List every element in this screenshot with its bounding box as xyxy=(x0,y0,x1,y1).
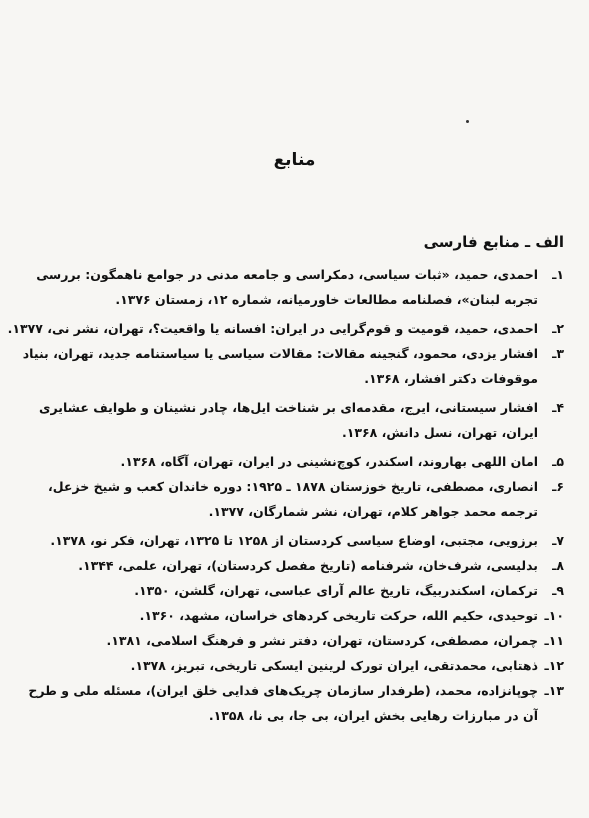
entry-text xyxy=(8,316,538,341)
entry-line: افشار یزدی، محمود، گنجینه مقالات: مقالات سیاسی یا سیاستنامه جدید، تهران، بنیاد xyxy=(22,346,538,361)
entry-text xyxy=(44,528,538,553)
bibliography-entry xyxy=(7,316,564,341)
entry-text xyxy=(36,262,538,312)
bibliography-entry xyxy=(44,578,564,603)
entry-number: ۱۱ـ xyxy=(544,633,564,648)
entry-line: ترجمه محمد جواهر کلام، تهران، نشر شمارگان، ۱۳۷۷. xyxy=(208,504,538,519)
entry-number: ۲ـ xyxy=(552,321,564,336)
entry-text xyxy=(44,628,538,653)
entry-text xyxy=(44,474,538,524)
entry-number: ۶ـ xyxy=(552,479,564,494)
entry-text xyxy=(44,578,538,603)
entry-line: امان اللهی بهاروند، اسکندر، کوچ‌نشینی در ایران، تهران، آگاه، ۱۳۶۸. xyxy=(120,454,538,469)
entry-spacer xyxy=(44,728,564,732)
bibliography-entry xyxy=(28,678,564,728)
entry-line: احمدی، حمید، «ثبات سیاسی، دمکراسی و جامعه مدنی در جوامع ناهمگون: بررسی xyxy=(36,267,538,282)
entry-line: تجربه لبنان»، فصلنامه مطالعات خاورمیانه، شماره ۱۲، زمستان ۱۳۷۶. xyxy=(115,292,538,307)
entry-text xyxy=(44,553,538,578)
entry-line: برزویی، مجتبی، اوضاع سیاسی کردستان از ۱۲۵۸ تا ۱۳۲۵، تهران، فکر نو، ۱۳۷۸. xyxy=(50,533,538,548)
entry-text xyxy=(44,449,538,474)
entry-text xyxy=(44,603,538,628)
entry-line: افشار سیستانی، ایرج، مقدمه‌ای بر شناخت ایل‌ها، چادر نشینان و طوایف عشایری xyxy=(39,400,538,415)
entry-number: ۴ـ xyxy=(552,400,564,415)
bibliography-entry xyxy=(39,395,564,445)
entry-text xyxy=(23,341,538,391)
entry-line: موقوفات دکتر افشار، ۱۳۶۸. xyxy=(364,371,538,386)
bibliography-entry xyxy=(44,628,564,653)
entry-number: ۱ـ xyxy=(552,267,564,282)
entry-line: احمدی، حمید، قومیت و قوم‌گرایی در ایران: افسانه یا واقعیت؟، تهران، نشر نی، ۱۳۷۷. xyxy=(7,321,538,336)
entry-number: ۸ـ xyxy=(552,558,564,573)
entry-text xyxy=(28,678,538,728)
entry-line: چمران، مصطفی، کردستان، تهران، دفتر نشر و فرهنگ اسلامی، ۱۳۸۱. xyxy=(106,633,538,648)
bibliography-list xyxy=(7,262,564,732)
entry-number: ۳ـ xyxy=(552,346,564,361)
bibliography-entry xyxy=(44,653,564,678)
entry-line: آن در مبارزات رهایی بخش ایران، بی جا، بی نا، ۱۳۵۸. xyxy=(208,708,538,723)
page-heading: منابع xyxy=(273,150,316,170)
entry-line: ایران، تهران، نسل دانش، ۱۳۶۸. xyxy=(342,425,538,440)
entry-text xyxy=(44,653,538,678)
bibliography-entry xyxy=(44,449,564,474)
entry-number: ۵ـ xyxy=(552,454,564,469)
section-title: الف ـ منابع فارسی xyxy=(423,233,564,251)
entry-line: چوپانزاده، محمد، (طرفدار سازمان چریک‌های فدایی خلق ایران)، مسئله ملی و طرح xyxy=(28,683,538,698)
entry-line: ترکمان، اسکندربیگ، تاریخ عالم آرای عباسی، تهران، گلشن، ۱۳۵۰. xyxy=(134,583,538,598)
entry-number: ۹ـ xyxy=(552,583,564,598)
entry-number: ۷ـ xyxy=(552,533,564,548)
entry-number: ۱۳ـ xyxy=(544,683,564,698)
page-mark xyxy=(466,120,469,123)
bibliography-entry xyxy=(22,341,564,391)
entry-line: انصاری، مصطفی، تاریخ خوزستان ۱۸۷۸ ـ ۱۹۲۵: دوره خاندان کعب و شیخ خزعل، xyxy=(48,479,538,494)
entry-line: ذهتابی، محمدتقی، ایران تورک لرینین ایسکی تاریخی، تبریز، ۱۳۷۸. xyxy=(130,658,538,673)
entry-line: بدلیسی، شرف‌خان، شرفنامه (تاریخ مفصل کردستان)، تهران، علمی، ۱۳۴۴. xyxy=(78,558,538,573)
bibliography-entry xyxy=(44,528,564,553)
entry-number: ۱۰ـ xyxy=(544,608,564,623)
entry-line: توحیدی، حکیم الله، حرکت تاریخی کردهای خراسان، مشهد، ۱۳۶۰. xyxy=(139,608,538,623)
entry-number: ۱۲ـ xyxy=(544,658,564,673)
bibliography-entry xyxy=(44,553,564,578)
bibliography-entry xyxy=(44,474,564,524)
bibliography-entry xyxy=(36,262,564,312)
bibliography-entry xyxy=(44,603,564,628)
entry-text xyxy=(39,395,538,445)
